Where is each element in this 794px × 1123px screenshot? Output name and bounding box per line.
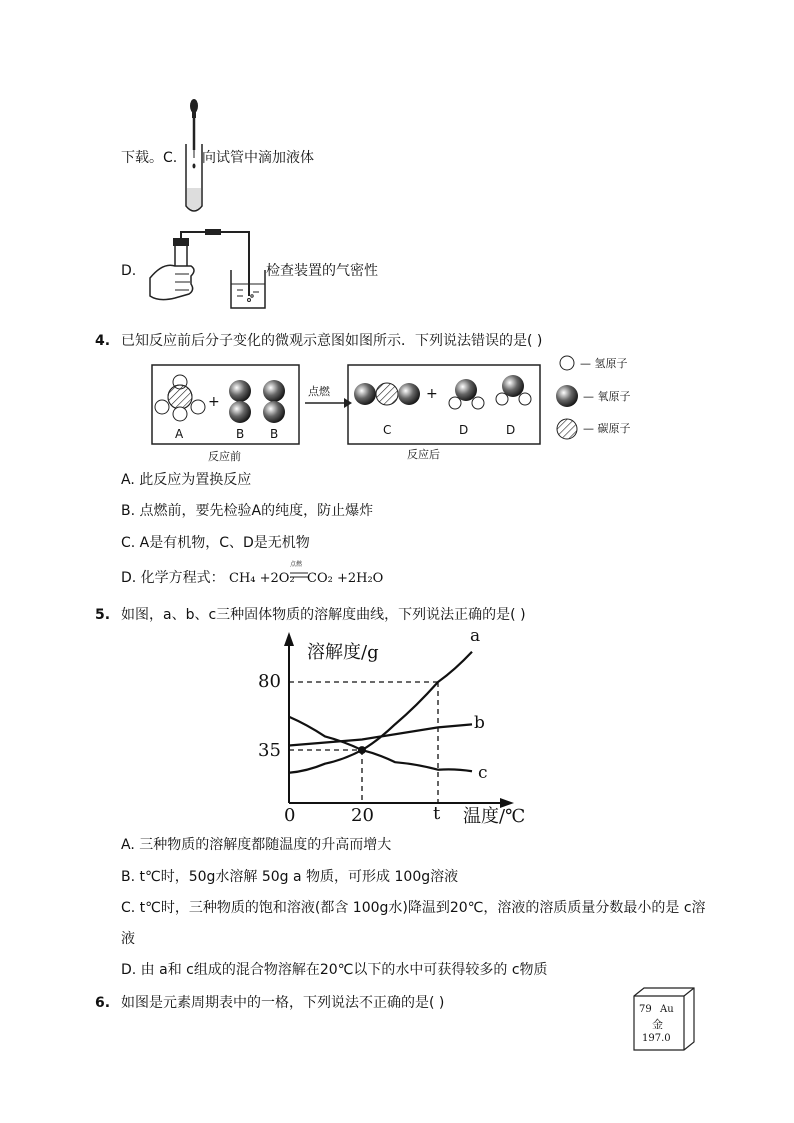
question-4-number: 4. (95, 333, 111, 349)
curve-label-c: c (478, 763, 488, 783)
airtightness-check-figure (145, 226, 275, 316)
question-4-stem: 已知反应前后分子变化的微观示意图如图所示．下列说法错误的是( ) (121, 333, 543, 349)
q4-equation-equals (290, 572, 308, 580)
q5-option-c-cont: 液 (121, 931, 135, 947)
q4-equation-left: CH₄ +2O₂ (229, 571, 295, 586)
q4-option-c: C. A是有机物，C、D是无机物 (121, 535, 310, 551)
q4-option-b: B. 点燃前，要先检验A的纯度，防止爆炸 (121, 503, 374, 519)
q4-option-a: A. 此反应为置换反应 (121, 472, 252, 488)
y-tick-80: 80 (258, 671, 281, 692)
legend-hydrogen: — 氢原子 (580, 357, 628, 370)
element-name: 金 (652, 1018, 663, 1031)
q5-option-c: C. t℃时，三种物质的饱和溶液(都含 100g水)降温到20℃，溶液的溶质质量分数最小的是 c溶 (121, 900, 706, 916)
intersection-point (358, 746, 366, 754)
question-6-stem: 如图是元素周期表中的一格，下列说法不正确的是( ) (121, 995, 445, 1011)
element-symbol: Au (660, 1004, 674, 1015)
option-d-text: 检查装置的气密性 (266, 263, 378, 279)
element-mass: 197.0 (642, 1033, 671, 1044)
reaction-diagram (150, 355, 690, 465)
question-5-number: 5. (95, 607, 111, 623)
caption-after: 反应后 (407, 448, 440, 461)
question-6-number: 6. (95, 995, 111, 1011)
element-number: 79 (639, 1004, 652, 1015)
legend-oxygen: — 氧原子 (583, 390, 631, 403)
product-label-c: C (383, 423, 392, 437)
question-5-stem: 如图，a、b、c三种固体物质的溶解度曲线，下列说法正确的是( ) (121, 607, 526, 623)
chart-xlabel: 温度/℃ (463, 806, 526, 827)
product-label-d1: D (459, 423, 469, 437)
chart-ylabel: 溶解度/g (307, 642, 379, 663)
q4-equation-right: CO₂ +2H₂O (307, 571, 384, 586)
solubility-chart (250, 626, 550, 831)
periodic-table-cell (632, 986, 696, 1052)
reactant-label-a: A (175, 427, 184, 441)
q5-option-a: A. 三种物质的溶解度都随温度的升高而增大 (121, 837, 392, 853)
legend-carbon: — 碳原子 (583, 422, 631, 435)
option-c-text: 向试管中滴加液体 (202, 150, 314, 166)
reactant-plus: + (208, 394, 220, 410)
option-c-prefix: 下载。C. (121, 150, 178, 166)
curve-label-b: b (474, 713, 485, 733)
q4-option-d: D. 化学方程式： (121, 570, 225, 586)
x-tick-t: t (433, 803, 441, 824)
reactant-label-b2: B (270, 427, 279, 441)
q5-option-b: B. t℃时，50g水溶解 50g a 物质，可形成 100g溶液 (121, 869, 459, 885)
curve-a (289, 652, 472, 773)
product-label-d2: D (506, 423, 516, 437)
caption-before: 反应前 (208, 450, 241, 463)
x-tick-20: 20 (351, 805, 374, 826)
reactant-label-b1: B (236, 427, 245, 441)
arrow-label: 点燃 (308, 385, 330, 398)
curve-label-a: a (470, 626, 481, 646)
y-tick-35: 35 (258, 740, 281, 761)
option-d-prefix: D. (121, 263, 137, 279)
q5-option-d: D. 由 a和 c组成的混合物溶解在20℃以下的水中可获得较多的 c物质 (121, 962, 548, 978)
product-plus: + (426, 386, 438, 402)
x-tick-0: 0 (284, 805, 296, 826)
curve-b (289, 724, 472, 745)
q4-equation-condition: 点燃 (290, 561, 303, 568)
